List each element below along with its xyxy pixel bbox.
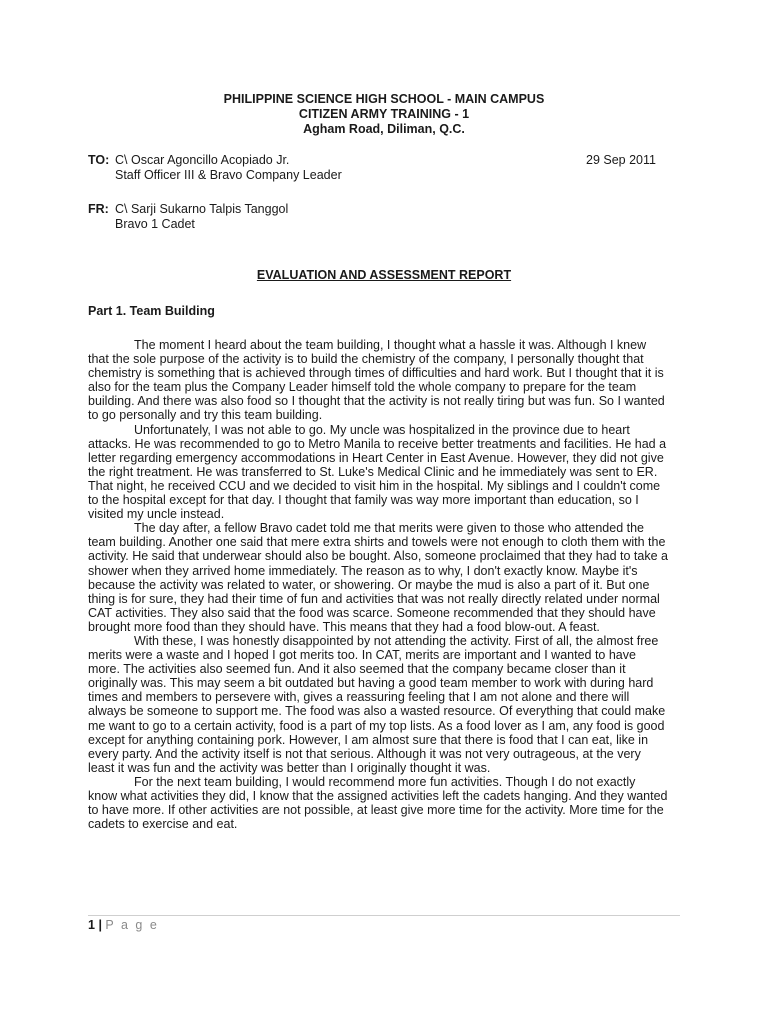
paragraph: The moment I heard about the team building, I thought what a hassle it was. Although I knew that the sole purpose of the activity is to build the chemistry of the company, I personally thought that chemistry is something that is achieved through times of difficulties and hard work. But I thought that it is also for the team plus the Company Leader himself told the whole company to prepare for the team building. And there was also food so I thought that the activity is not really tiring but was fun. So I wanted to go personally and try this team building. — [88, 338, 665, 423]
section-heading: Part 1. Team Building — [88, 304, 215, 318]
page-footer — [88, 918, 159, 932]
report-title: EVALUATION AND ASSESSMENT REPORT — [256, 268, 512, 282]
memo-date: 29 Sep 2011 — [586, 153, 656, 167]
paragraph: The day after, a fellow Bravo cadet told me that merits were given to those who attended the team building. Another one said that mere extra shirts and towels were not enough to cloth them with the activity. He said that underwear should also be bought. Also, someone proclaimed that they had to take a shower when they arrived home immediately. The reason as to why, I don't exactly know. Maybe it's because the activity was related to water, or showering. Or maybe the mud is also a part of it. But one thing is for sure, they had their time of fun and activities that was not really directly related under normal CAT activities. They also said that the food was scarce. Someone recommended that they should have brought more food than they should have. This means that they had a food blow-out. A feast. — [88, 521, 668, 634]
school-name: PHILIPPINE SCIENCE HIGH SCHOOL - MAIN CAMPUS — [223, 92, 545, 106]
paragraph: Unfortunately, I was not able to go. My uncle was hospitalized in the province due to heart attacks. He was recommended to go to Metro Manila to receive better treatments and facilities. He had a letter regarding emergency accommodations in Heart Center in East Avenue. However, they did not give the right treatment. He was transferred to St. Luke's Medical Clinic and he immediately was sent to ER. That night, he received CCU and we decided to visit him in the hospital. My siblings and I couldn't come to the hospital except for that day. I thought that family was way more important than education, so I visited my uncle instead. — [88, 422, 667, 522]
page-number: 1 — [88, 918, 95, 932]
paragraph: For the next team building, I would recommend more fun activities. Though I do not exactly know what activities they did, I know that the assigned activities left the cadets hanging. And they wanted to have more. If other activities are not possible, at least give more time for the activity. More time for the cadets to exercise and eat. — [88, 774, 668, 832]
from-name: C\ Sarji Sukarno Talpis Tanggol — [115, 202, 289, 216]
from-position: Bravo 1 Cadet — [115, 217, 195, 231]
school-address: Agham Road, Diliman, Q.C. — [303, 122, 465, 136]
page-label: P a g e — [105, 918, 159, 932]
report-body — [88, 338, 668, 831]
to-name: C\ Oscar Agoncillo Acopiado Jr. — [115, 153, 290, 167]
course-name: CITIZEN ARMY TRAINING - 1 — [298, 107, 470, 121]
to-position: Staff Officer III & Bravo Company Leader — [115, 168, 342, 182]
from-label: FR: — [88, 202, 109, 216]
footer-separator: | — [98, 918, 102, 932]
paragraph: With these, I was honestly disappointed by not attending the activity. First of all, the almost free merits were a waste and I hoped I got merits too. In CAT, merits are important and I wanted to have more. The activities also seemed fun. And it also seemed that the company became closer than it originally was. This may seem a bit outdated but having a good team member to work with during hard times and members to persevere with, gives a reassuring feeling that I am not alone and there will always be someone to support me. The food was also a wasted resource. Of everything that could make me want to go to a certain activity, food is a part of my top lists. As a food lover as I am, any food is good except for anything containing pork. However, I am almost sure that there is food that I can eat, like in every party. And the activity itself is not that serious. Although it was not very outrageous, at the very least it was fun and the activity was better than I originally thought it was. — [88, 633, 666, 775]
to-label: TO: — [88, 153, 110, 167]
footer-divider — [88, 915, 680, 916]
